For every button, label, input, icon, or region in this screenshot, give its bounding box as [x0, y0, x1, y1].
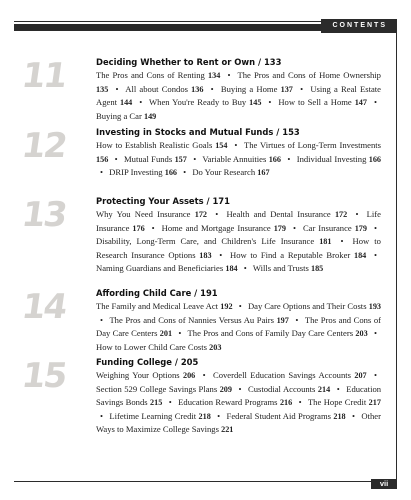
chapter-title-line: [96, 195, 381, 207]
toc-entry: [96, 236, 331, 246]
toc-entry: [202, 154, 281, 164]
entry-title: Life Insurance: [96, 209, 381, 233]
entry-title: All about Condos: [125, 83, 188, 94]
toc-entry: [109, 315, 288, 325]
entry-page: 209: [219, 384, 232, 394]
entry-page: 185: [310, 264, 324, 273]
bullet-separator: •: [215, 209, 219, 219]
entry-page: 157: [174, 154, 187, 164]
bullet-separator: •: [139, 97, 143, 107]
entry-page: 184: [353, 250, 367, 260]
entry-title: How to Find a Reputable Broker: [230, 249, 351, 260]
bullet-separator: •: [340, 236, 344, 246]
entry-title: When You're Ready to Buy: [149, 97, 247, 107]
toc-entry: [124, 154, 187, 164]
bullet-separator: •: [183, 167, 187, 177]
bullet-separator: •: [238, 383, 242, 394]
chapter-number: 13: [19, 195, 69, 235]
entry-page: 183: [199, 250, 212, 260]
entry-title: Other Ways to Maximize College Savings: [96, 410, 381, 434]
entry-title: The Virtues of Long-Term Investments: [244, 140, 382, 150]
bullet-separator: •: [210, 83, 214, 94]
entry-page: 221: [221, 425, 234, 434]
title-separator: /: [255, 57, 264, 67]
entry-page: 166: [368, 154, 382, 164]
chapter-title-line: [96, 287, 381, 299]
toc-entry: [226, 209, 347, 219]
entry-title: How to Lower Child Care Costs: [96, 341, 207, 352]
entry-page: 166: [164, 168, 178, 177]
entry-page: 167: [257, 168, 270, 177]
entry-title: The Pros and Cons of Family Day Care Centers: [187, 328, 354, 338]
entry-page: 215: [150, 398, 163, 407]
entry-title: Variable Annuities: [202, 153, 267, 164]
entry-title: Car Insurance: [302, 222, 352, 233]
bullet-separator: •: [217, 410, 221, 421]
bullet-separator: •: [373, 97, 377, 107]
toc-entry: [96, 140, 227, 150]
toc-entry: [149, 97, 261, 107]
entry-page: 214: [317, 384, 331, 394]
bullet-separator: •: [287, 153, 291, 164]
entry-title: The Family and Medical Leave Act: [96, 301, 219, 311]
bullet-separator: •: [374, 328, 378, 338]
entry-title: The Pros and Cons of Nannies Versus Au Pairs: [109, 314, 274, 325]
toc-entry: [227, 411, 346, 421]
entry-page: 144: [119, 98, 133, 107]
entry-title: DRIP Investing: [109, 167, 163, 177]
chapter-page: 191: [200, 288, 218, 298]
bullet-separator: •: [100, 167, 104, 177]
bullet-separator: •: [336, 383, 340, 394]
bullet-separator: •: [238, 301, 242, 311]
entry-title: Naming Guardians and Beneficiaries: [96, 263, 224, 273]
toc-entry: [248, 301, 381, 311]
entry-page: 192: [220, 302, 233, 311]
toc-entry: [96, 384, 232, 394]
entry-page: 134: [208, 71, 221, 80]
entry-page: 218: [198, 411, 211, 421]
chapter-page: 153: [282, 127, 300, 137]
bullet-separator: •: [373, 249, 377, 260]
chapter-title: Funding College: [96, 357, 172, 367]
entry-page: 154: [215, 141, 228, 150]
toc-entry: [308, 397, 381, 407]
entry-page: 137: [280, 84, 293, 94]
section-header: CONTENTS: [321, 19, 398, 33]
title-separator: /: [171, 357, 181, 367]
toc-entry: [96, 301, 233, 311]
entry-page: 136: [191, 84, 204, 94]
bullet-separator: •: [373, 222, 377, 233]
entry-title: Section 529 College Savings Plans: [96, 383, 218, 394]
chapter-content: [96, 356, 381, 437]
page-number: vii: [371, 479, 397, 489]
bullet-separator: •: [168, 397, 172, 407]
title-separator: /: [191, 288, 201, 298]
bullet-separator: •: [295, 314, 299, 325]
entry-title: Weighing Your Options: [96, 370, 180, 380]
chapter-title: Affording Child Care: [96, 288, 192, 298]
entry-page: 156: [96, 154, 109, 164]
toc-entry: [96, 70, 220, 80]
chapter-page: 205: [180, 357, 199, 367]
toc-entry: [303, 223, 367, 233]
entry-page: 147: [354, 98, 367, 107]
chapter-content: [96, 287, 381, 354]
entry-title: Custodial Accounts: [247, 383, 316, 394]
entry-page: 179: [273, 223, 286, 233]
entry-page: 216: [279, 398, 293, 407]
bullet-separator: •: [298, 397, 302, 407]
chapter-page: 171: [212, 196, 230, 206]
chapter-number: 12: [19, 126, 69, 166]
entry-title: How to Research Insurance Options: [96, 236, 381, 260]
entry-list: [96, 300, 381, 354]
entry-page: 193: [368, 302, 382, 311]
entry-list: [96, 208, 381, 276]
entry-title: Do Your Research: [192, 167, 256, 177]
entry-title: The Pros and Cons of Home Ownership: [237, 70, 381, 80]
entry-page: 201: [159, 329, 173, 338]
entry-page: 203: [355, 329, 368, 338]
entry-page: 184: [225, 264, 238, 273]
side-rule: [396, 24, 397, 482]
toc-entry: [297, 154, 381, 164]
entry-list: [96, 139, 381, 180]
toc-entry: [230, 250, 366, 260]
bullet-separator: •: [234, 140, 238, 150]
toc-entry: [162, 223, 286, 233]
entry-title: Coverdell Education Savings Accounts: [212, 370, 351, 380]
bullet-separator: •: [114, 153, 118, 164]
entry-page: 145: [249, 98, 262, 107]
chapter-number: 11: [19, 56, 69, 96]
entry-page: 135: [96, 84, 109, 94]
toc-entry: [125, 84, 203, 94]
toc-entry: [109, 167, 177, 177]
bullet-separator: •: [243, 263, 247, 273]
entry-page: 172: [334, 210, 348, 219]
title-separator: /: [203, 196, 213, 206]
toc-entry: [96, 111, 156, 121]
bullet-separator: •: [115, 83, 119, 94]
toc-entry: [96, 370, 195, 380]
chapter-title: Investing in Stocks and Mutual Funds: [96, 127, 274, 137]
entry-page: 207: [354, 371, 367, 380]
bullet-separator: •: [193, 153, 197, 164]
entry-page: 203: [209, 342, 222, 352]
chapter-number: 15: [19, 356, 69, 396]
toc-entry: [213, 370, 367, 380]
entry-title: How to Establish Realistic Goals: [96, 140, 213, 150]
entry-title: Health and Dental Insurance: [226, 209, 331, 219]
entry-title: Federal Student Aid Programs: [226, 410, 331, 421]
chapter-title-line: [96, 356, 381, 368]
toc-entry: [192, 167, 269, 177]
bullet-separator: •: [355, 209, 359, 219]
entry-page: 166: [268, 154, 281, 164]
entry-title: Mutual Funds: [124, 153, 173, 164]
toc-entry: [278, 97, 367, 107]
chapter-title-line: [96, 126, 381, 138]
toc-entry: [96, 209, 207, 219]
entry-title: Education Savings Bonds: [96, 383, 382, 407]
entry-title: Disability, Long-Term Care, and Children's Life Insurance: [96, 236, 315, 246]
entry-title: How to Sell a Home: [278, 97, 352, 107]
entry-title: Home and Mortgage Insurance: [161, 222, 271, 233]
entry-page: 217: [368, 398, 381, 407]
bullet-separator: •: [227, 70, 231, 80]
entry-page: 197: [276, 315, 289, 325]
chapter-number: 14: [19, 287, 69, 327]
toc-entry: [253, 263, 323, 273]
chapter-title: Protecting Your Assets: [96, 196, 204, 206]
entry-list: [96, 69, 381, 123]
entry-title: Buying a Home: [220, 83, 278, 94]
bullet-separator: •: [268, 97, 272, 107]
bullet-separator: •: [219, 249, 223, 260]
bullet-separator: •: [151, 222, 155, 233]
chapter-content: [96, 126, 381, 180]
entry-title: Why You Need Insurance: [96, 209, 191, 219]
bullet-separator: •: [178, 328, 182, 338]
entry-title: Lifetime Learning Credit: [109, 410, 197, 421]
toc-entry: [248, 384, 330, 394]
toc-entry: [96, 263, 238, 273]
entry-page: 218: [333, 411, 346, 421]
title-separator: /: [273, 127, 283, 137]
entry-title: The Hope Credit: [307, 397, 367, 407]
bullet-separator: •: [202, 370, 206, 380]
chapter-page: 133: [263, 57, 282, 67]
bullet-separator: •: [292, 222, 296, 233]
toc-entry: [221, 84, 293, 94]
toc-entry: [188, 328, 368, 338]
entry-page: 181: [319, 237, 332, 246]
bullet-separator: •: [100, 314, 104, 325]
entry-title: The Pros and Cons of Renting: [96, 70, 205, 80]
toc-entry: [178, 397, 292, 407]
entry-title: Using a Real Estate Agent: [96, 83, 381, 107]
entry-title: The Pros and Cons of Day Care Centers: [96, 314, 382, 338]
entry-title: Wills and Trusts: [252, 263, 309, 273]
bullet-separator: •: [373, 370, 377, 380]
entry-title: Day Care Options and Their Costs: [247, 301, 367, 311]
chapter-title: Deciding Whether to Rent or Own: [96, 57, 256, 67]
chapter-title-line: [96, 56, 381, 68]
entry-page: 206: [182, 371, 196, 380]
entry-page: 149: [143, 111, 157, 121]
toc-entry: [96, 342, 221, 352]
entry-title: Education Reward Programs: [178, 397, 278, 407]
entry-title: Buying a Car: [96, 110, 142, 121]
entry-page: 176: [132, 223, 145, 233]
footer-rule: [14, 481, 397, 482]
entry-page: 179: [354, 223, 367, 233]
chapter-content: [96, 56, 381, 123]
chapter-content: [96, 195, 381, 276]
bullet-separator: •: [100, 410, 104, 421]
toc-entry: [109, 411, 210, 421]
entry-list: [96, 369, 381, 437]
bullet-separator: •: [300, 83, 304, 94]
bullet-separator: •: [352, 410, 356, 421]
entry-title: Individual Investing: [296, 153, 367, 164]
entry-page: 172: [194, 210, 207, 219]
